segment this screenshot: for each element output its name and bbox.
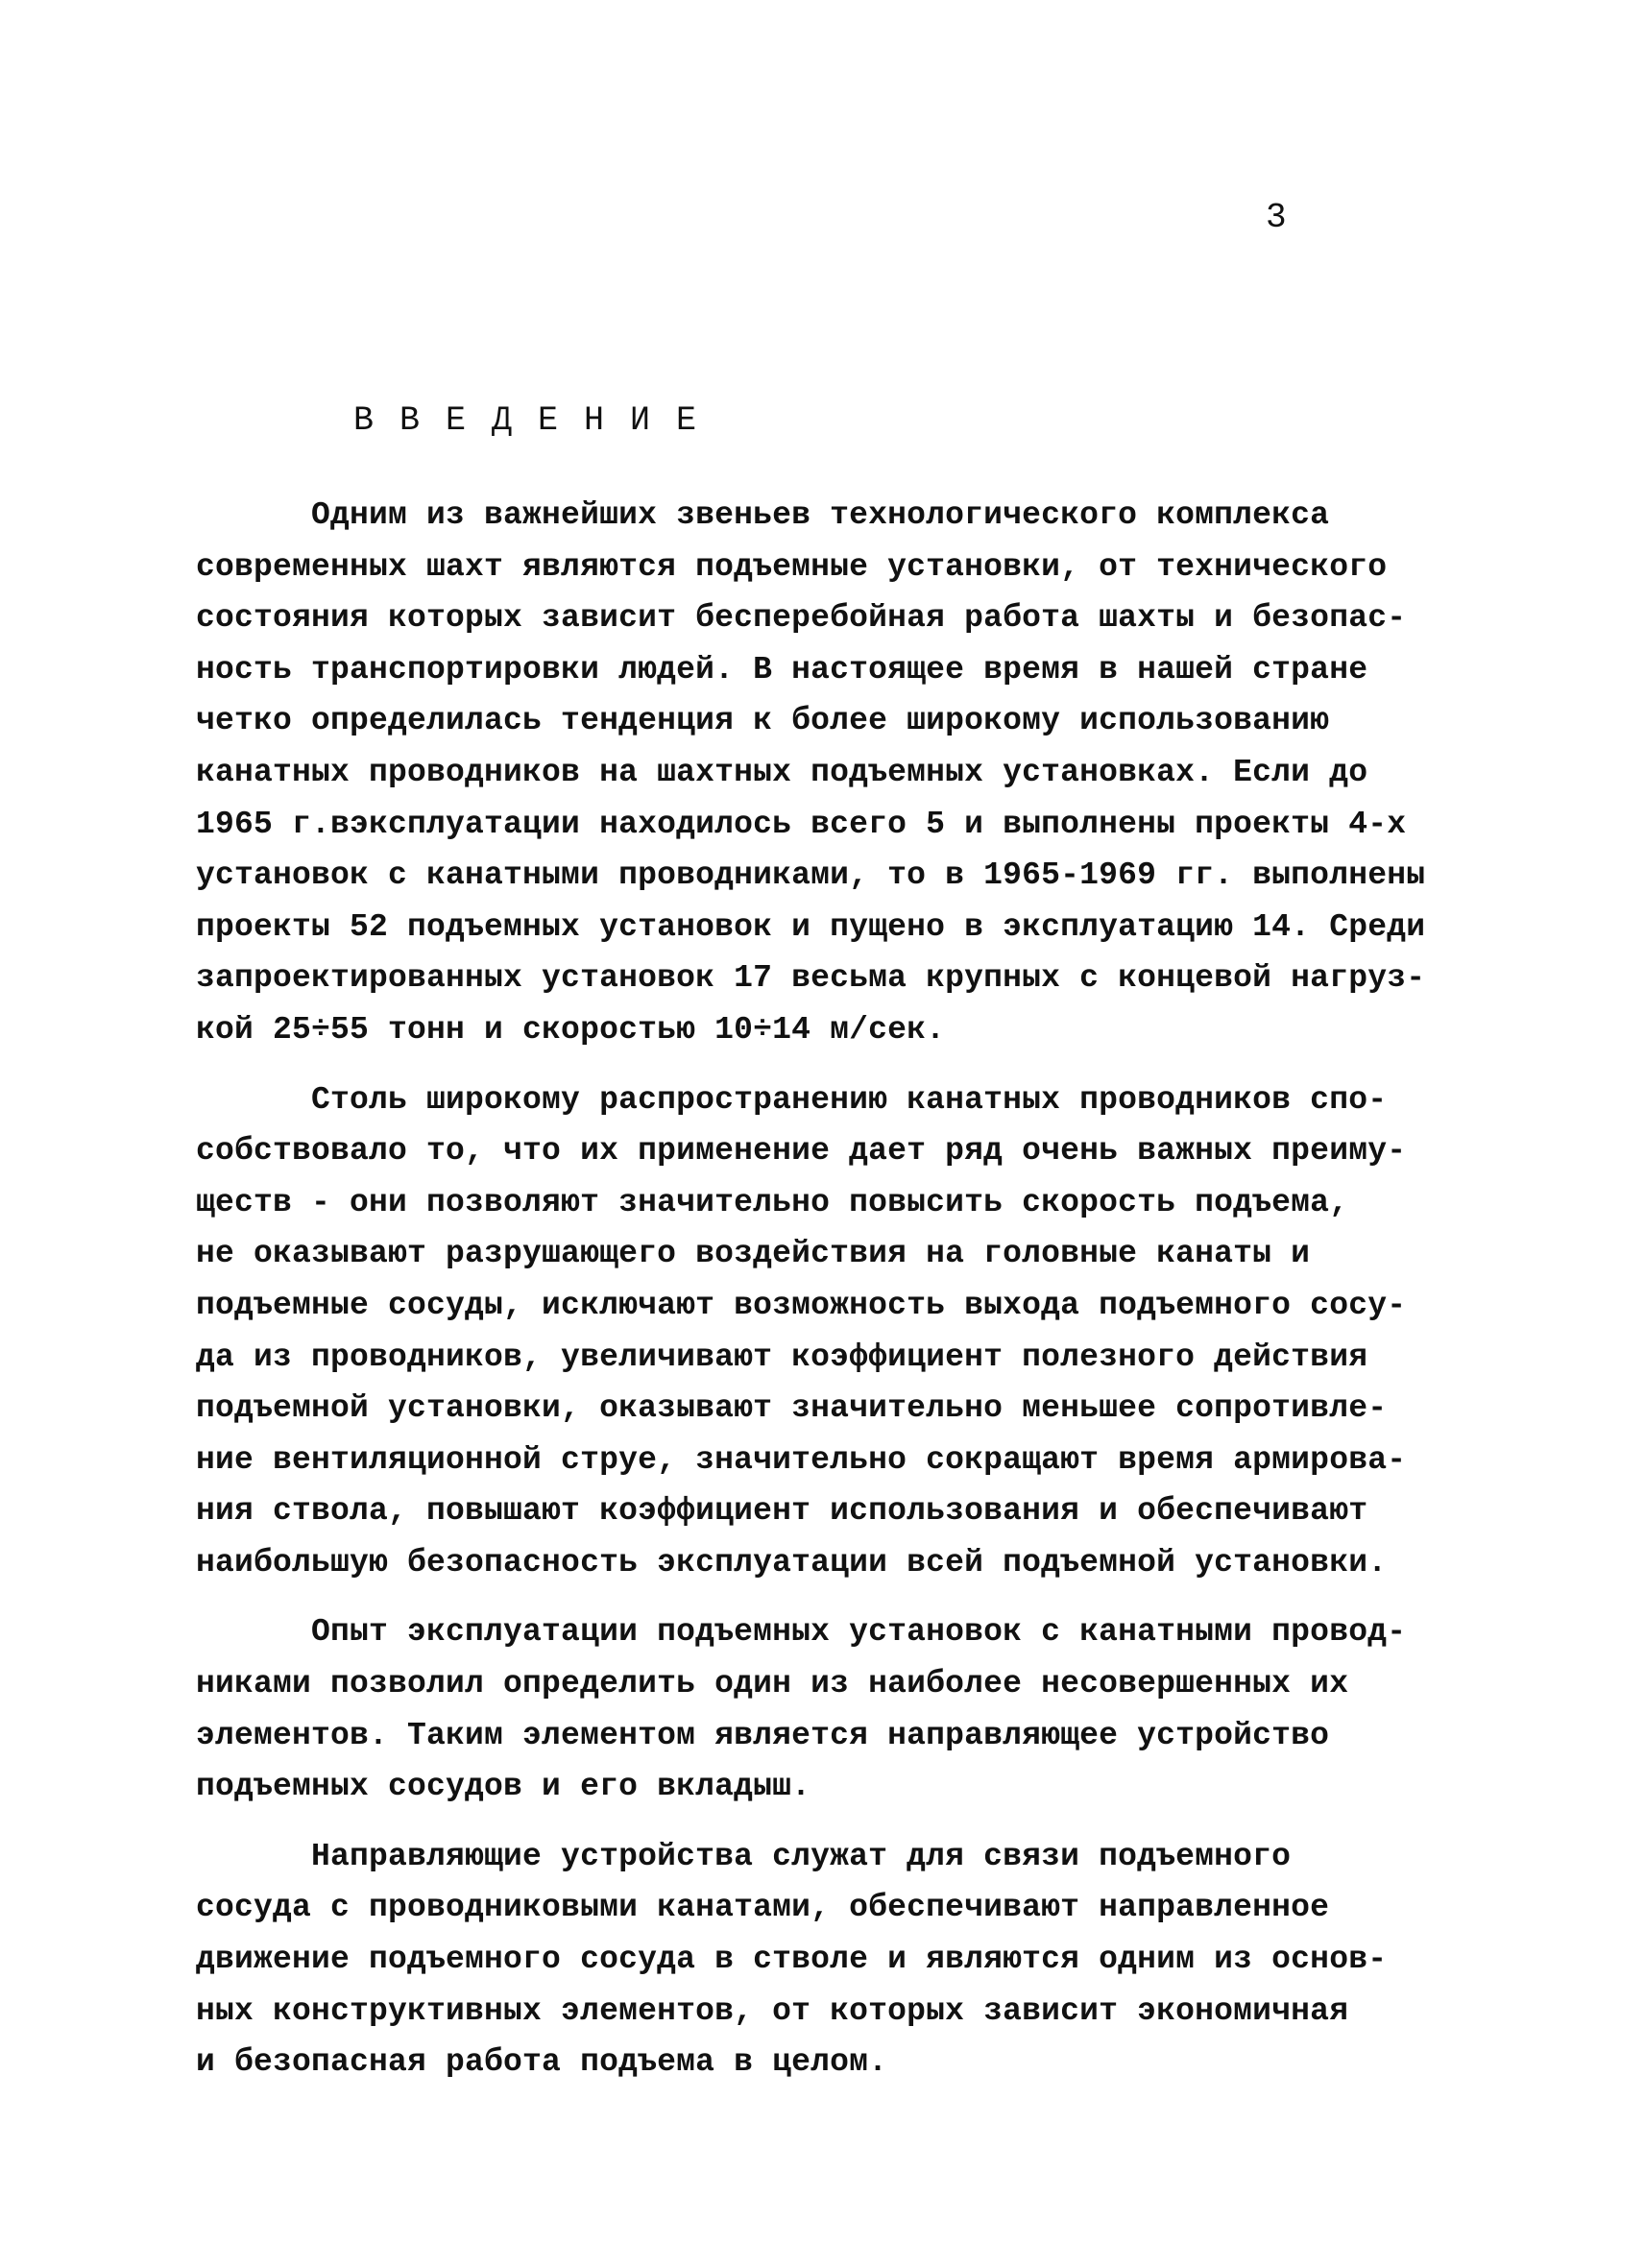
text-line: запроектированных установок 17 весьма крупных с концевой нагруз-	[196, 960, 1426, 997]
text-line: ных конструктивных элементов, от которых зависит экономичная	[196, 1992, 1349, 2029]
paragraph	[196, 490, 1473, 1056]
text-line: подъемной установки, оказывают значительно меньшее сопротивле-	[196, 1390, 1388, 1427]
text-line: кой 25÷55 тонн и скоростью 10÷14 м/сек.	[196, 1011, 946, 1048]
paragraph	[196, 1074, 1473, 1589]
text-line: не оказывают разрушающего воздействия на головные канаты и	[196, 1236, 1311, 1272]
text-line: установок с канатными проводниками, то в 1965-1969 гг. выполнены	[196, 857, 1426, 894]
text-line: канатных проводников на шахтных подъемных установках. Если до	[196, 754, 1368, 790]
text-line: 1965 г.вэксплуатации находилось всего 5 и выполнены проекты 4-х	[196, 806, 1407, 842]
text-line: ность транспортировки людей. В настоящее время в нашей стране	[196, 651, 1368, 688]
body-text	[196, 490, 1473, 2088]
text-line: Направляющие устройства служат для связи подъемного	[196, 1838, 1292, 1874]
text-line: ществ - они позволяют значительно повысить скорость подъема,	[196, 1184, 1349, 1220]
text-line: да из проводников, увеличивают коэффициент полезного действия	[196, 1339, 1368, 1375]
text-line: ние вентиляционной струе, значительно сокращают время армирова-	[196, 1441, 1407, 1478]
text-line: четко определилась тенденция к более широкому использованию	[196, 703, 1330, 739]
text-line: Опыт эксплуатации подъемных установок с канатными провод-	[196, 1614, 1407, 1651]
text-line: современных шахт являются подъемные установки, от технического	[196, 548, 1388, 585]
page-number: 3	[1266, 198, 1287, 237]
text-line: подъемные сосуды, исключают возможность выхода подъемного сосу-	[196, 1287, 1407, 1323]
section-heading: В В Е Д Е Н И Е	[353, 401, 700, 440]
text-line: элементов. Таким элементом является направляющее устройство	[196, 1717, 1330, 1753]
text-line: состояния которых зависит бесперебойная работа шахты и безопас-	[196, 600, 1407, 637]
text-line: ния ствола, повышают коэффициент использования и обеспечивают	[196, 1493, 1368, 1530]
text-line: проекты 52 подъемных установок и пущено в эксплуатацию 14. Среди	[196, 908, 1426, 945]
text-line: наибольшую безопасность эксплуатации всей подъемной установки.	[196, 1544, 1388, 1580]
text-line: никами позволил определить один из наиболее несовершенных их	[196, 1666, 1349, 1702]
text-line: и безопасная работа подъема в целом.	[196, 2044, 888, 2081]
text-line: подъемных сосудов и его вкладыш.	[196, 1769, 811, 1805]
text-line: Столь широкому распространению канатных проводников спо-	[196, 1081, 1388, 1118]
text-line: собствовало то, что их применение дает ряд очень важных преиму-	[196, 1133, 1407, 1170]
text-line: движение подъемного сосуда в стволе и являются одним из основ-	[196, 1942, 1388, 1978]
text-line: сосуда с проводниковыми канатами, обеспечивают направленное	[196, 1890, 1330, 1926]
paragraph	[196, 1831, 1473, 2088]
text-line: Одним из важнейших звеньев технологического комплекса	[196, 497, 1330, 533]
paragraph	[196, 1606, 1473, 1812]
